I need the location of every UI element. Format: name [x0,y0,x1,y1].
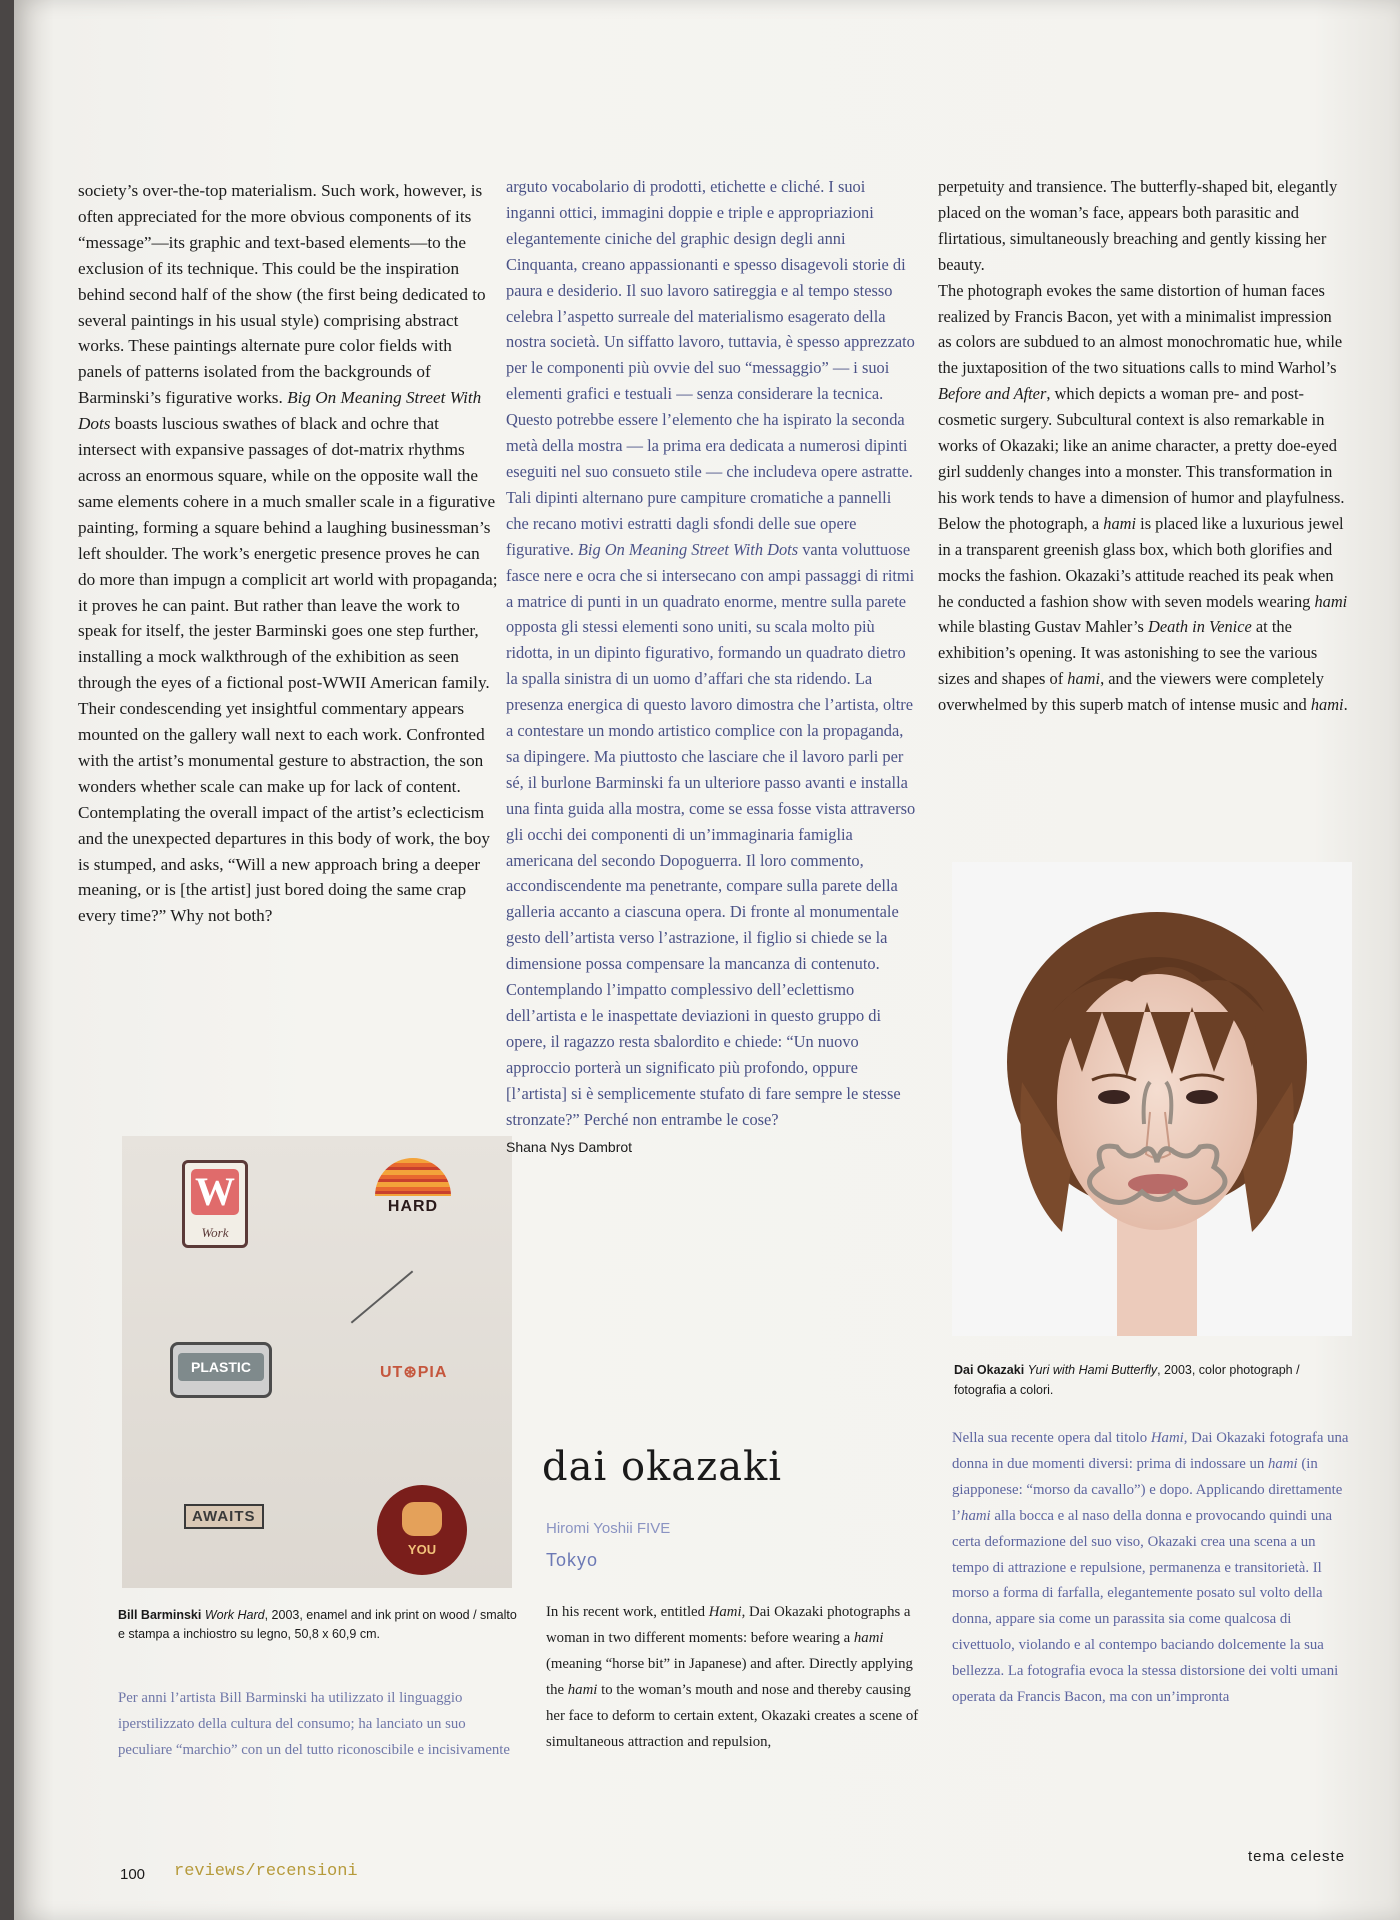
artwork-title-it: Big On Meaning Street With Dots [577,539,799,559]
woman-portrait-illustration [952,862,1352,1336]
barminski-artwork-image [122,1136,512,1588]
artist-heading: dai okazaki [542,1444,783,1490]
artwork-title: Big On Meaning Street With Dots [78,388,482,434]
english-review-barminski: society’s over-the-top materialism. Such work, however, is often appreciated for the more obvious components of its “message”—its graphic and text-based elements—to the exclusion of its technique. This could be the inspiration behind second half of the show (the first being dedicated to several paintings in his usual style) comprising abstract works. These paintings alternate pure color fields with panels of patterns isolated from the backgrounds of Barminski’s figurative works. Big On Meaning Street With Dots boasts luscious swathes of black and ochre that intersect with expansive passages of dot-matrix rhythms across an enormous square, while on the opposite wall the same elements cohere in a much smaller scale in a figurative painting, forming a square behind a laughing businessman’s left shoulder. The work’s energetic presence proves he can do more than impugn a complicit art world with propaganda; it proves he can paint. But rather than leave the work to speak for itself, the jester Barminski goes one step further, installing a mock walkthrough of the exhibition as seen through the eyes of a fictional post-WWII American family. Their condescending yet insightful commentary appears mounted on the gallery wall next to each work. Confronted with the artist’s monumental gesture to abstraction, the son wonders whether scale can make up for lack of content. Contemplating the overall impact of the artist’s eclecticism and the unexpected departures in this body of work, the boy is stumped, and asks, “Will a new approach bring a deeper meaning, or is [the artist] just bored doing the same crap every time?” Why not both? [78,181,498,926]
okazaki-photograph [952,862,1352,1336]
author-byline: Shana Nys Dambrot [506,1138,633,1155]
city-name: Tokyo [546,1550,599,1570]
section-label: reviews/recensioni [174,1862,358,1881]
hard-badge: HARD [372,1158,454,1220]
magazine-page [14,0,1400,1920]
bear-face [402,1502,442,1536]
you-badge: YOU [380,1488,464,1572]
okazaki-caption: Dai Okazaki Yuri with Hami Butterfly, 2003, color photograph / fotografia a colori. [954,1363,1300,1397]
barminski-caption: Bill Barminski Work Hard, 2003, enamel and ink print on wood / smalto e stampa a inchiostro su legno, 50,8 x 60,9 cm. [118,1608,517,1641]
column-3 [938,174,1348,718]
italian-review-barminski: arguto vocabolario di prodotti, etichette e cliché. I suoi inganni ottici, immagini doppie e triple e appropriazioni elegantemente ciniche del graphic design degli anni Cinquanta, creano appassionanti e spesso disagevoli storie di paura e desiderio. Il suo lavoro satireggia e al tempo stesso celebra l’aspetto surreale del materialismo esagerato della nostra società. Un siffatto lavoro, tuttavia, è spesso apprezzato per le componenti più ovvie del suo “messaggio” — i suoi elementi grafici e testuali — senza considerare la tecnica. Questo potrebbe essere l’elemento che ha ispirato la seconda metà della mostra — la prima era dedicata a numerosi dipinti eseguiti nel suo consueto stile — che includeva opere astratte. Tali dipinti alternano pure campiture cromatiche a pannelli che recano motivi estratti dagli sfondi delle sue opere figurative. Big On Meaning Street With Dots vanta voluttuose fasce nere e ocra che si intersecano con ampi passaggi di ritmi a matrice di punti in un quadrato enorme, mentre sulla parete opposta gli stessi elementi sono uniti, su scala molto più ridotta, in un dipinto figurativo, formando un quadrato dietro la spalla sinistra di un uomo d’affari che sta ridendo. La presenza energica di questo lavoro dimostra che l’artista, oltre a contestare un mondo artistico complice con la propaganda, sa dipingere. Ma piuttosto che lasciare che il lavoro parli per sé, il burlone Barminski fa un ulteriore passo avanti e installa una finta guida alla mostra, come se essa fosse vista attraverso gli occhi dei componenti di un’immaginaria famiglia americana del secondo Dopoguerra. Il loro commento, accondiscendente ma penetrante, compare sulla parete della galleria accanto a ciascuna opera. Di fronte al monumentale gesto dell’artista verso l’astrazione, il figlio si chiede se la dimensione possa compensare la mancanza di contenuto. Contemplando l’impatto complessivo dell’eclettismo dell’artista e le inaspettate deviazioni in questo gruppo di opere, il ragazzo resta sbalordito e chiede: “Un nuovo approccio porterà un significato più profondo, oppure [l’artista] si è semplicemente stufato di fare sempre le stesse stronzate?” Perché non entrambe le cose? [506,177,916,1129]
work-badge: W Work [182,1160,248,1248]
plastic-badge: PLASTIC [170,1342,272,1398]
page-number: 100 [120,1866,146,1883]
italian-intro-barminski: Per anni l’artista Bill Barminski ha utilizzato il linguaggio iperstilizzato della cultura del consumo; ha lanciato un suo peculiare “marchio” con un del tutto riconoscibile e incisivamente [118,1690,510,1758]
sunset-graphic [375,1158,451,1196]
magazine-name: tema celeste [1248,1848,1346,1865]
italian-review-okazaki: Nella sua recente opera dal titolo Hami, Dai Okazaki fotografa una donna in due momenti diversi: prima di indossare un hami (in giapponese: “morso da cavallo”) e dopo. Applicando direttamente l’hami alla bocca e al naso della donna e provocando quindi una certa deformazione del suo viso, Okazaki crea una scena a un tempo di attrazione e repulsione, permanenza e transitorietà. Il morso a forma di farfalla, elegantemente posato sul volto della donna, appare sia come un parassita sia come qualcosa di civettuolo, violando e al contempo baciando dolcemente la sua bellezza. La fotografia evoca la stessa distorsione dei volti umani operata da Francis Bacon, ma con un’impronta [952,1430,1349,1706]
english-review-okazaki-start: In his recent work, entitled Hami, Dai Okazaki photographs a woman in two different moments: before wearing a hami (meaning “horse bit” in Japanese) and after. Directly applying the hami to the woman’s mouth and nose and thereby causing her face to deform to certain extent, Okazaki creates a scene of simultaneous attraction and repulsion, [546,1604,919,1750]
column-2 [506,174,916,1155]
utopia-badge: UT⊛PIA [380,1364,448,1381]
awaits-badge: AWAITS [184,1504,264,1529]
english-review-okazaki: perpetuity and transience. The butterfly-shaped bit, elegantly placed on the woman’s face, appears both parasitic and flirtatious, simultaneously breaching and gently kissing her beauty. The photograph evokes the same distortion of human faces realized by Francis Bacon, yet with a minimalist impression as colors are subdued to an almost monochromatic hue, while the juxtaposition of the two situations calls to mind Warhol’s Before and After, which depicts a woman pre- and post-cosmetic surgery. Subcultural context is also remarkable in works of Okazaki; like an anime character, a pretty doe-eyed girl suddenly changes into a monster. This transformation in his work tends to have a dimension of humor and playfulness. Below the photograph, a hami is placed like a luxurious jewel in a transparent greenish glass box, which both glorifies and mocks the fashion. Okazaki’s attitude reached its peak when he conducted a fashion show with seven models wearing hami while blasting Gustav Mahler’s Death in Venice at the exhibition’s opening. It was astonishing to see the various sizes and shapes of hami, and the viewers were completely overwhelmed by this superb match of intense music and hami. [938,177,1348,715]
pencil-mark [351,1271,414,1324]
gallery-name: Hiromi Yoshii FIVE [546,1520,671,1537]
column-1 [78,178,498,929]
